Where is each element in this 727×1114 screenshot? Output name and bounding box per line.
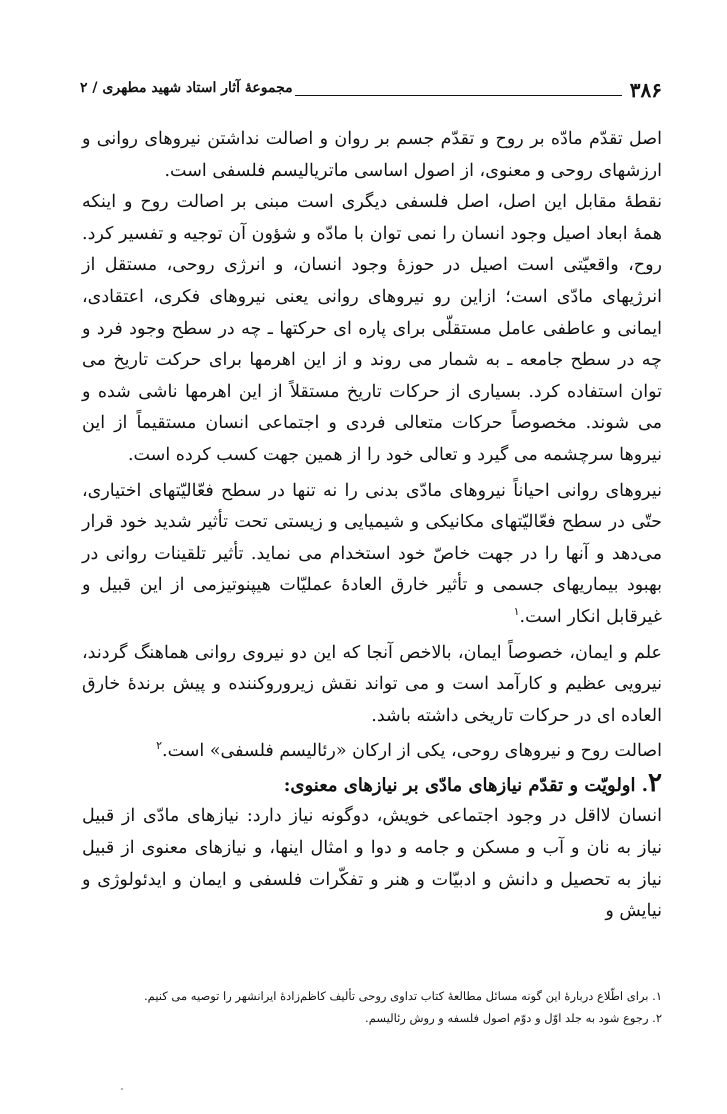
section-heading [82, 768, 662, 802]
page-speck [121, 1088, 123, 1090]
paragraph-3-text: نیروهای روانی احیاناً نیروهای مادّی بدنی را نه تنها در سطح فعّالیّتهای اختیاری، حتّی در سطح فعّالیّتهای مکانیکی و شیمیایی و زیستی تحت تأثیر شدید خود قرار می‌دهد و آنها را در جهت خاصّ خود استخدام می نماید. تأثیر تلقینات روانی در بهبود بیماریهای جسمی و تأثیر خارق العادهٔ عملیّات هیپنوتیزمی از این قبیل و غیرقابل انکار است. [82, 480, 662, 627]
section-title: . اولویّت و تقدّم نیازهای مادّی بر نیازهای معنوی: [283, 774, 649, 796]
main-text [82, 124, 662, 928]
paragraph-1: اصل تقدّم مادّه بر روح و تقدّم جسم بر روان و اصالت نداشتن نیروهای روانی و ارزشهای روحی و معنوی، از اصول اساسی ماتریالیسم فلسفی است. [82, 129, 662, 181]
section-paragraph: انسان لااقل در وجود اجتماعی خویش، دوگونه نیاز دارد: نیازهای مادّی از قبیل نیاز به نان و آب و مسکن و جامه و دوا و امثال اینها، و نیازهای معنوی از قبیل نیاز به تحصیل و دانش و ادبیّات و هنر و تفکّرات فلسفی و ایمان و ایدئولوژی و نیایش و [82, 806, 662, 922]
footnote-ref-2: ۲ [156, 739, 162, 753]
section-number: ۲ [648, 767, 662, 798]
footnote-ref-1: ۱ [513, 605, 520, 619]
paragraph-5-text: اصالت روح و نیروهای روحی، یکی از ارکان «رئالیسم فلسفی» است. [162, 741, 662, 762]
header-rule [295, 95, 622, 96]
running-title: مجموعهٔ آثار استاد شهید مطهری / ۲ [80, 80, 293, 96]
paragraph-2: نقطهٔ مقابل این اصل، اصل فلسفی دیگری است مبنی بر اصالت روح و اینکه همهٔ ابعاد اصیل وجود انسان را نمی توان با مادّه و شؤون آن توجیه و تفسیر کرد. روح، واقعیّتی است اصیل در حوزهٔ وجود انسان، و انرژی روحی، مستقل از انرژیهای مادّی است؛ ازاین رو نیروهای روانی یعنی نیروهای فکری، اعتقادی، ایمانی و عاطفی عامل مستقلّی برای پاره ای حرکتها ـ چه در سطح وجود فرد و چه در سطح جامعه ـ به شمار می روند و از این اهرمها برای حرکت تاریخ می توان استفاده کرد. بسیاری از حرکات تاریخ مستقلاً از این اهرمها ناشی شده و می شوند. مخصوصاً حرکات متعالی فردی و اجتماعی انسان مستقیماً از این نیروها سرچشمه می گیرد و تعالی خود را از همین جهت کسب کرده است. [82, 192, 662, 465]
paragraph-3 [82, 476, 662, 634]
running-header [80, 78, 662, 106]
footnotes [82, 985, 662, 1029]
footnote-2: ۲. رجوع شود به جلد اوّل و دوّم اصول فلسفه و روش رئالیسم. [365, 1011, 662, 1025]
page-number: ۳۸۶ [629, 78, 662, 102]
paragraph-4: علم و ایمان، خصوصاً ایمان، بالاخص آنجا که این دو نیروی روانی هماهنگ گردند، نیرویی عظیم و کارآمد است و می تواند نقش زیروروکننده و پیش برندهٔ خارق العاده ای در حرکات تاریخی داشته باشد. [82, 642, 662, 726]
paragraph-5 [82, 736, 662, 768]
footnote-1: ۱. برای اطّلاع دربارهٔ این گونه مسائل مطالعهٔ کتاب تداوی روحی تألیف کاظم‌زادهٔ ایرانشهر را توصیه می کنیم. [144, 989, 662, 1003]
